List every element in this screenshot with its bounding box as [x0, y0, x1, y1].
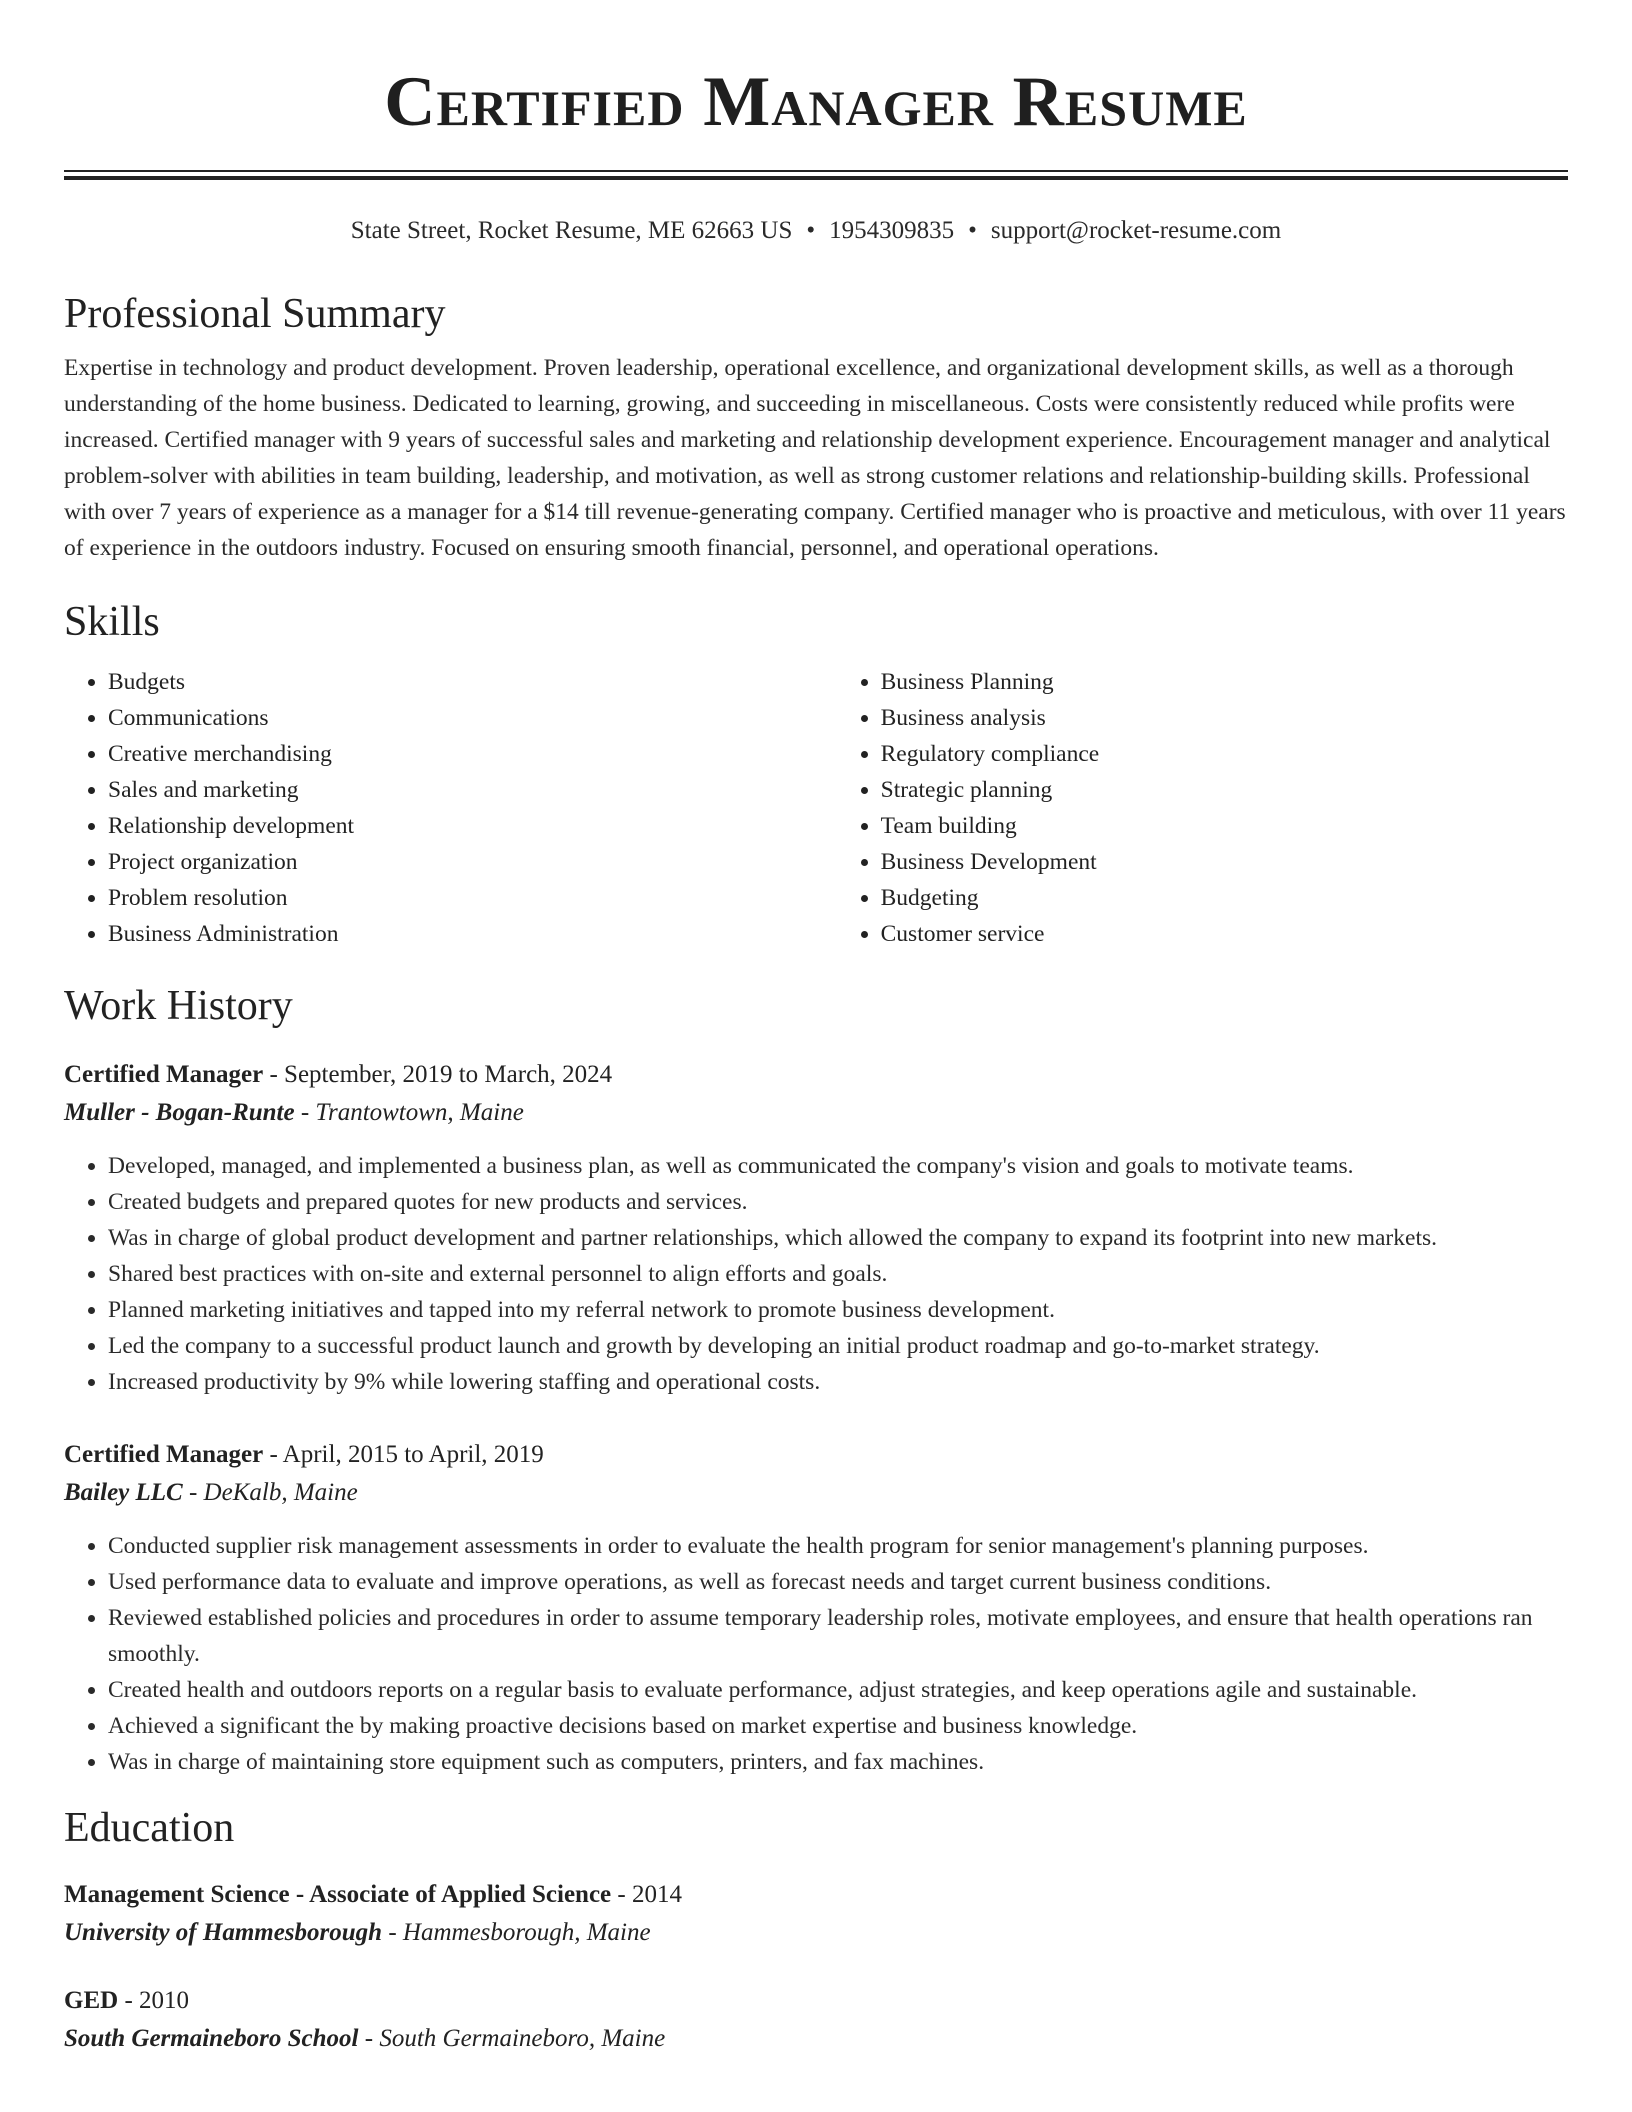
education-degree-line — [64, 1982, 1568, 2020]
skill-item: • Business Administration — [108, 916, 837, 952]
skill-item: • Problem resolution — [108, 880, 837, 916]
job-bullet: • Reviewed established policies and procedures in order to assume temporary leadership roles, motivate employees, and ensure that health operations ran smoothly. — [108, 1600, 1568, 1672]
job-dates: - April, 2015 to April, 2019 — [263, 1441, 544, 1468]
contact-separator: • — [968, 217, 977, 244]
education-location: - South Germaineboro, Maine — [358, 2025, 666, 2052]
education-section — [64, 1802, 1568, 2058]
job-company-line — [64, 1474, 1568, 1512]
education-school: South Germaineboro School — [64, 2025, 359, 2052]
job-bullet: • Achieved a significant the by making proactive decisions based on market expertise and business knowledge. — [108, 1708, 1568, 1744]
skill-item: • Regulatory compliance — [881, 736, 1568, 772]
skills-section — [64, 596, 1568, 952]
contact-address: State Street, Rocket Resume, ME 62663 US — [350, 217, 793, 244]
job-bullet: • Developed, managed, and implemented a business plan, as well as communicated the company's vision and goals to motivate teams. — [108, 1148, 1568, 1184]
skill-item: • Communications — [108, 700, 837, 736]
job-bullet: • Conducted supplier risk management assessments in order to evaluate the health program for senior management's planning purposes. — [108, 1528, 1568, 1564]
summary-heading: Professional Summary — [64, 291, 446, 337]
education-entry — [64, 1876, 1568, 1952]
summary-section — [64, 288, 1568, 566]
education-location: - Hammesborough, Maine — [382, 1919, 651, 1946]
job-bullet: • Shared best practices with on-site and external personnel to align efforts and goals. — [108, 1256, 1568, 1292]
job-bullet: • Increased productivity by 9% while lowering staffing and operational costs. — [108, 1364, 1568, 1400]
job-dates: - September, 2019 to March, 2024 — [263, 1061, 613, 1088]
job-bullet: • Created health and outdoors reports on a regular basis to evaluate performance, adjust strategies, and keep operations agile and sustainable. — [108, 1672, 1568, 1708]
education-school-line — [64, 1914, 1568, 1952]
education-degree: GED — [64, 1987, 119, 2014]
skill-item: • Business Development — [881, 844, 1568, 880]
resume-title: Certified Manager Resume — [384, 63, 1248, 141]
skill-item: • Business Planning — [881, 664, 1568, 700]
job-bullet: • Created budgets and prepared quotes for new products and services. — [108, 1184, 1568, 1220]
education-year: - 2014 — [611, 1881, 682, 1908]
skills-heading: Skills — [64, 599, 160, 645]
job-bullet: • Planned marketing initiatives and tapped into my referral network to promote business development. — [108, 1292, 1568, 1328]
job-entry — [64, 1436, 1568, 1780]
skill-item: • Relationship development — [108, 808, 837, 844]
job-bullet: • Led the company to a successful product launch and growth by developing an initial product roadmap and go-to-market strategy. — [108, 1328, 1568, 1364]
job-title-line — [64, 1436, 1568, 1474]
skill-item: • Customer service — [881, 916, 1568, 952]
job-location: - Trantowtown, Maine — [294, 1099, 524, 1126]
job-role: Certified Manager — [64, 1061, 264, 1088]
skill-item: • Budgeting — [881, 880, 1568, 916]
education-year: - 2010 — [118, 1987, 190, 2014]
skills-list-right — [837, 664, 1568, 952]
education-school: University of Hammesborough — [64, 1919, 383, 1946]
summary-text: Expertise in technology and product development. Proven leadership, operational excellence, and organizational development skills, as well as a thorough understanding of the home business. Dedicated to learning, growing, and succeeding in miscellaneous. Costs were consistently reduced while profits were increased. Certified manager with 9 years of successful sales and marketing and relationship development experience. Encouragement manager and analytical problem-solver with abilities in team building, leadership, and motivation, as well as strong customer relations and relationship-building skills. Professional with over 7 years of experience as a manager for a $14 till revenue-generating company. Certified manager who is proactive and meticulous, with over 11 years of experience in the outdoors industry. Focused on ensuring smooth financial, personnel, and operational operations. — [64, 355, 1566, 561]
skill-item: • Creative merchandising — [108, 736, 837, 772]
job-entry — [64, 1056, 1568, 1400]
skills-columns — [64, 664, 1568, 952]
work-history-section — [64, 980, 1568, 1780]
skill-item: • Project organization — [108, 844, 837, 880]
job-company-line — [64, 1094, 1568, 1132]
education-entry — [64, 1982, 1568, 2058]
job-company: Bailey LLC — [64, 1479, 183, 1506]
job-bullets — [64, 1148, 1568, 1400]
job-bullet: • Was in charge of maintaining store equipment such as computers, printers, and fax machines. — [108, 1744, 1568, 1780]
job-bullet: • Was in charge of global product development and partner relationships, which allowed the company to expand its footprint into new markets. — [108, 1220, 1568, 1256]
skills-list-left — [64, 664, 837, 952]
skill-item: • Team building — [881, 808, 1568, 844]
job-company: Muller - Bogan-Runte — [64, 1099, 295, 1126]
contact-email: support@rocket-resume.com — [990, 217, 1282, 244]
contact-line — [64, 214, 1568, 248]
skill-item: • Business analysis — [881, 700, 1568, 736]
work-history-heading: Work History — [64, 983, 293, 1029]
education-degree: Management Science - Associate of Applied Science — [64, 1881, 612, 1908]
job-bullet: • Used performance data to evaluate and improve operations, as well as forecast needs and target current business conditions. — [108, 1564, 1568, 1600]
job-role: Certified Manager — [64, 1441, 264, 1468]
skill-item: • Strategic planning — [881, 772, 1568, 808]
title-divider — [64, 170, 1568, 180]
contact-phone: 1954309835 — [829, 217, 955, 244]
education-school-line — [64, 2020, 1568, 2058]
skill-item: • Budgets — [108, 664, 837, 700]
job-location: - DeKalb, Maine — [182, 1479, 358, 1506]
job-title-line — [64, 1056, 1568, 1094]
education-heading: Education — [64, 1805, 235, 1851]
job-bullets — [64, 1528, 1568, 1780]
skill-item: • Sales and marketing — [108, 772, 837, 808]
education-degree-line — [64, 1876, 1568, 1914]
contact-separator: • — [806, 217, 816, 244]
